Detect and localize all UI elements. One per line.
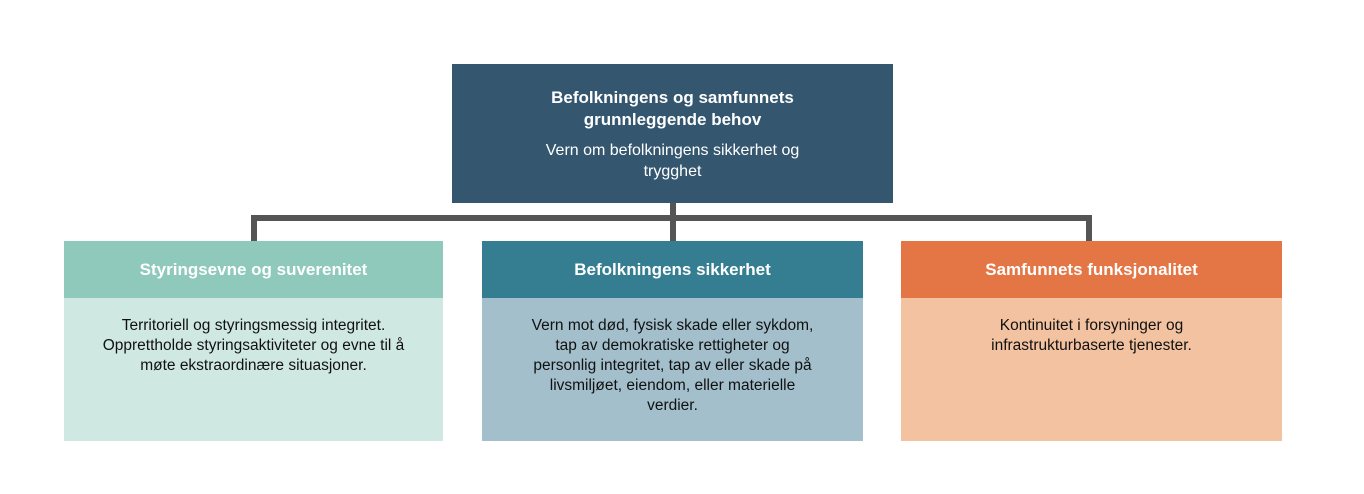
branch-body-befolkningens-sikkerhet [482, 298, 863, 441]
root-title: Befolkningens og samfunnets grunnleggende behov [551, 88, 794, 129]
branch-header-samfunnets-funksjonalitet: Samfunnets funksjonalitet [901, 241, 1282, 298]
branch-body-styringsevne [64, 298, 443, 441]
branch-text-befolkningens-sikkerhet: Vern mot død, fysisk skade eller sykdom, tap av demokratiske rettigheter og personlig integritet, tap av eller skade på livsmiljøet, eiendom, eller materielle verdier. [531, 317, 814, 414]
branch-header-befolkningens-sikkerhet: Befolkningens sikkerhet [482, 241, 863, 298]
branch-header-styringsevne: Styringsevne og suverenitet [64, 241, 443, 298]
branch-text-samfunnets-funksjonalitet: Kontinuitet i forsyninger og infrastrukturbaserte tjenester. [991, 317, 1192, 354]
branch-text-styringsevne: Territoriell og styringsmessig integritet. Opprettholde styringsaktiviteter og evne til å møte ekstraordinære situasjoner. [102, 317, 405, 374]
root-node [452, 64, 893, 203]
branch-body-samfunnets-funksjonalitet [901, 298, 1282, 441]
root-subtitle: Vern om befolkningens sikkerhet og trygghet [545, 142, 800, 180]
